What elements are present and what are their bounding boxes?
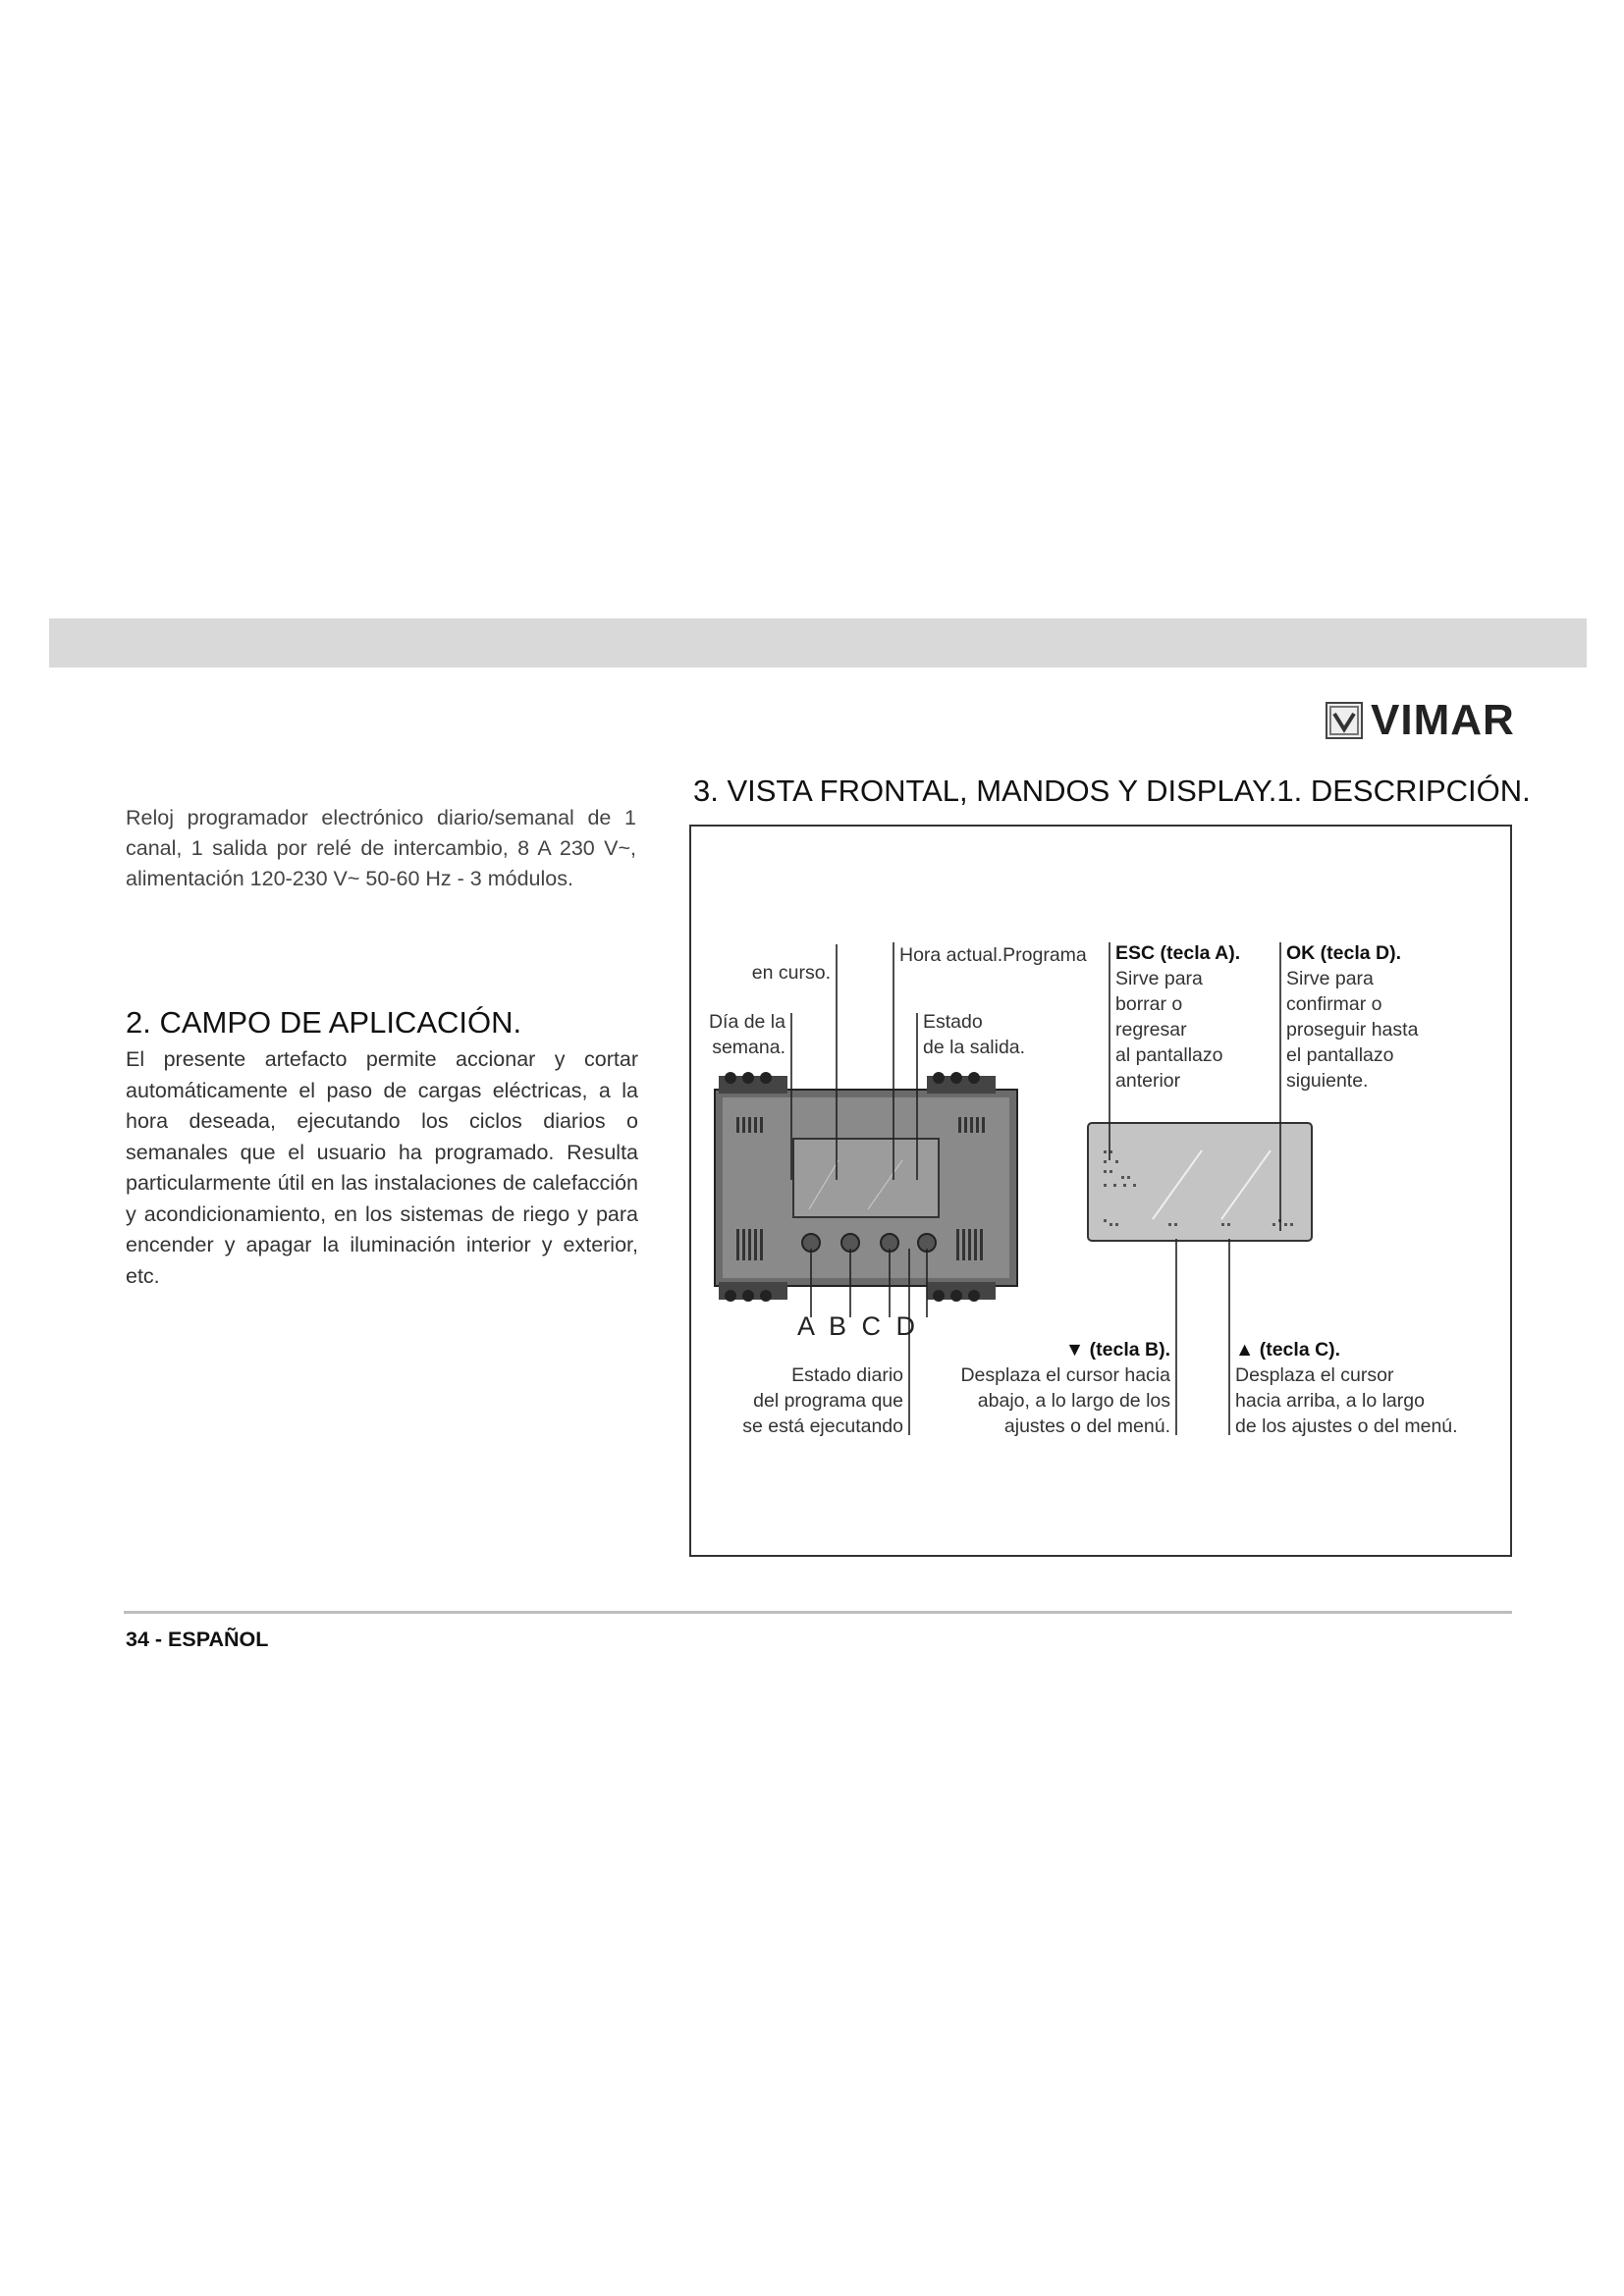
intro-paragraph	[126, 803, 636, 894]
label-en-curso: en curso.	[751, 962, 831, 984]
vimar-logo-icon	[1326, 702, 1363, 739]
label-ok-title: OK (tecla D).	[1286, 942, 1402, 964]
label-up-3: de los ajustes o del menú.	[1235, 1415, 1458, 1437]
label-dia-1: Día de la	[708, 1011, 785, 1033]
section-2-text: El presente artefacto permite accionar y cortar automáticamente el paso de cargas eléctricas, a la hora deseada, ejecutando los ciclos diarios o semanales que el usuario ha programado. Resulta particularmente útil en las instalaciones de calefacción y acondicionamiento, en los sistemas de riego y para encender y apagar la iluminación interior y exterior, etc.	[126, 1047, 638, 1288]
section-2-body	[126, 1044, 638, 1292]
label-keys: A B C D	[797, 1311, 920, 1341]
label-down-1: Desplaza el cursor hacia	[960, 1364, 1170, 1386]
front-view-figure	[689, 825, 1512, 1557]
brand-name: VIMAR	[1371, 696, 1515, 744]
label-esc-4: al pantallazo	[1115, 1044, 1223, 1066]
header-band	[49, 618, 1587, 667]
device-diagram	[691, 827, 1514, 1559]
label-down-title: ▼ (tecla B).	[1064, 1339, 1170, 1361]
footer-divider	[124, 1611, 1512, 1614]
zoomed-display	[1088, 1123, 1312, 1241]
label-dia-2: semana.	[712, 1037, 785, 1058]
label-ok-5: siguiente.	[1286, 1070, 1369, 1092]
timer-device	[715, 1072, 1017, 1302]
label-ok-2: confirmar o	[1286, 993, 1382, 1015]
section-2-title: 2. CAMPO DE APLICACIÓN.	[126, 1005, 522, 1040]
brand-logo	[1326, 696, 1515, 744]
label-up-2: hacia arriba, a lo largo	[1235, 1390, 1425, 1412]
intro-text: Reloj programador electrónico diario/semanal de 1 canal, 1 salida por relé de intercambio, 8 A 230 V~, alimentación 120-230 V~ 50-60 Hz - 3 módulos.	[126, 806, 636, 890]
label-estado-diario-1: Estado diario	[791, 1364, 903, 1386]
label-ok-1: Sirve para	[1286, 968, 1374, 989]
section-3-title: 3. VISTA FRONTAL, MANDOS Y DISPLAY.1. DESCRIPCIÓN.	[693, 774, 1531, 808]
label-esc-3: regresar	[1115, 1019, 1187, 1041]
label-esc-5: anterior	[1115, 1070, 1181, 1092]
label-ok-3: proseguir hasta	[1286, 1019, 1419, 1041]
label-down-3: ajustes o del menú.	[1003, 1415, 1170, 1437]
label-hora-actual: Hora actual.Programa	[899, 944, 1087, 966]
label-estado-2: de la salida.	[923, 1037, 1026, 1058]
label-up-1: Desplaza el cursor	[1235, 1364, 1394, 1386]
label-down-2: abajo, a lo largo de los	[977, 1390, 1170, 1412]
label-esc-title: ESC (tecla A).	[1115, 942, 1241, 964]
label-estado-1: Estado	[923, 1011, 983, 1033]
label-estado-diario-2: del programa que	[753, 1390, 903, 1412]
label-esc-2: borrar o	[1115, 993, 1183, 1015]
label-up-title: ▲ (tecla C).	[1235, 1339, 1341, 1361]
label-ok-4: el pantallazo	[1286, 1044, 1394, 1066]
label-esc-1: Sirve para	[1115, 968, 1203, 989]
label-estado-diario-3: se está ejecutando	[742, 1415, 903, 1437]
page-footer: 34 - ESPAÑOL	[126, 1628, 269, 1651]
